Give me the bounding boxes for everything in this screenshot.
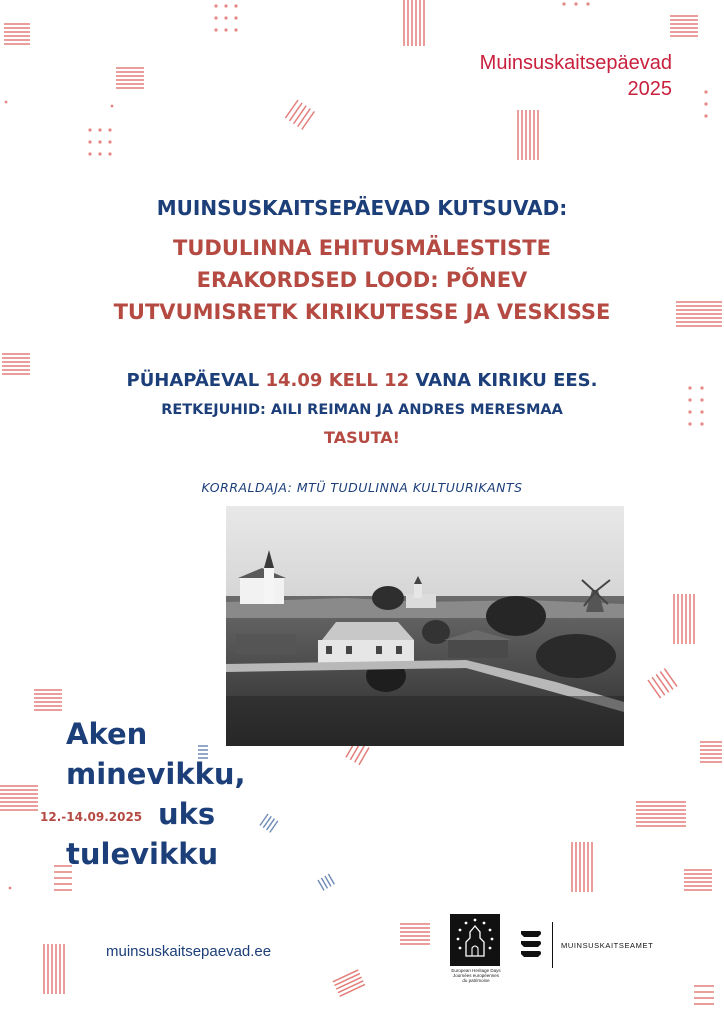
agency-name: MUINSUSKAITSEAMET xyxy=(561,940,654,950)
event-when xyxy=(0,370,724,391)
stroke-group xyxy=(333,970,365,996)
festival-header xyxy=(480,50,672,102)
dot-group xyxy=(88,128,111,155)
event-title-line: TUDULINNA EHITUSMÄLESTISTE xyxy=(173,236,551,260)
ehd-caption-line: Journées européennes xyxy=(452,973,500,978)
ehd-emblem-icon xyxy=(450,914,500,966)
stroke-group xyxy=(4,24,30,44)
european-heritage-days-logo xyxy=(450,914,502,983)
stroke-group xyxy=(684,870,712,890)
stroke-group xyxy=(44,944,64,994)
stroke-group xyxy=(674,594,694,644)
blue-stroke-group xyxy=(318,874,334,890)
stroke-group xyxy=(400,924,430,944)
dot-group xyxy=(5,101,8,104)
dot-group xyxy=(111,105,114,108)
event-guides: RETKEJUHID: AILI REIMAN JA ANDRES MERESMAA xyxy=(161,402,563,418)
heritage-board-logo xyxy=(518,922,653,968)
ehd-caption-line: European Heritage Days xyxy=(451,968,501,973)
website-link[interactable]: muinsuskaitsepaevad.ee xyxy=(106,943,272,960)
dot-group xyxy=(214,4,237,31)
festival-name: Muinsuskaitsepäevad xyxy=(479,52,672,74)
stroke-group xyxy=(0,786,38,810)
invite-heading: MUINSUSKAITSEPÄEVAD KUTSUVAD: xyxy=(156,196,568,220)
blue-stroke-group xyxy=(260,814,278,832)
event-date: 14.09 xyxy=(265,370,323,391)
slogan-line: Aken xyxy=(66,717,148,751)
dot-group xyxy=(704,90,707,117)
ehd-caption-line: du patrimoine xyxy=(462,978,490,983)
festival-dates: 12.-14.09.2025 xyxy=(40,810,143,824)
stroke-group xyxy=(636,802,686,826)
stroke-group xyxy=(404,0,424,46)
farmhouse xyxy=(318,622,414,664)
stroke-group xyxy=(700,742,722,762)
three-lions-icon xyxy=(518,928,544,962)
slogan-line: tulevikku xyxy=(66,837,219,871)
event-organizer: KORRALDAJA: MTÜ TUDULINNA KULTUURIKANTS xyxy=(201,480,523,495)
historical-photo xyxy=(226,506,624,746)
event-title-line: ERAKORDSED LOOD: PÕNEV xyxy=(196,268,528,292)
logo-divider xyxy=(552,922,553,968)
slogan-line: minevikku, xyxy=(66,757,246,791)
event-place: VANA KIRIKU EES. xyxy=(415,370,598,391)
event-day: PÜHAPÄEVAL xyxy=(126,370,260,391)
event-time: KELL 12 xyxy=(328,370,410,391)
ehd-caption xyxy=(450,968,502,983)
stroke-group xyxy=(694,986,714,1004)
dot-group xyxy=(9,887,12,890)
stroke-group xyxy=(285,100,314,129)
stroke-group xyxy=(670,16,698,36)
event-title xyxy=(0,232,724,328)
event-title-line: TUTVUMISRETK KIRIKUTESSE JA VESKISSE xyxy=(113,300,611,324)
stroke-group xyxy=(648,669,677,698)
stroke-group xyxy=(518,110,538,160)
event-price: TASUTA! xyxy=(324,428,400,447)
stroke-group xyxy=(572,842,592,892)
stroke-group xyxy=(34,690,62,710)
slogan-line: uks xyxy=(158,797,216,831)
dot-group xyxy=(562,2,589,5)
festival-year: 2025 xyxy=(627,78,672,100)
stroke-group xyxy=(116,68,144,88)
village-scene-illustration xyxy=(226,506,624,746)
